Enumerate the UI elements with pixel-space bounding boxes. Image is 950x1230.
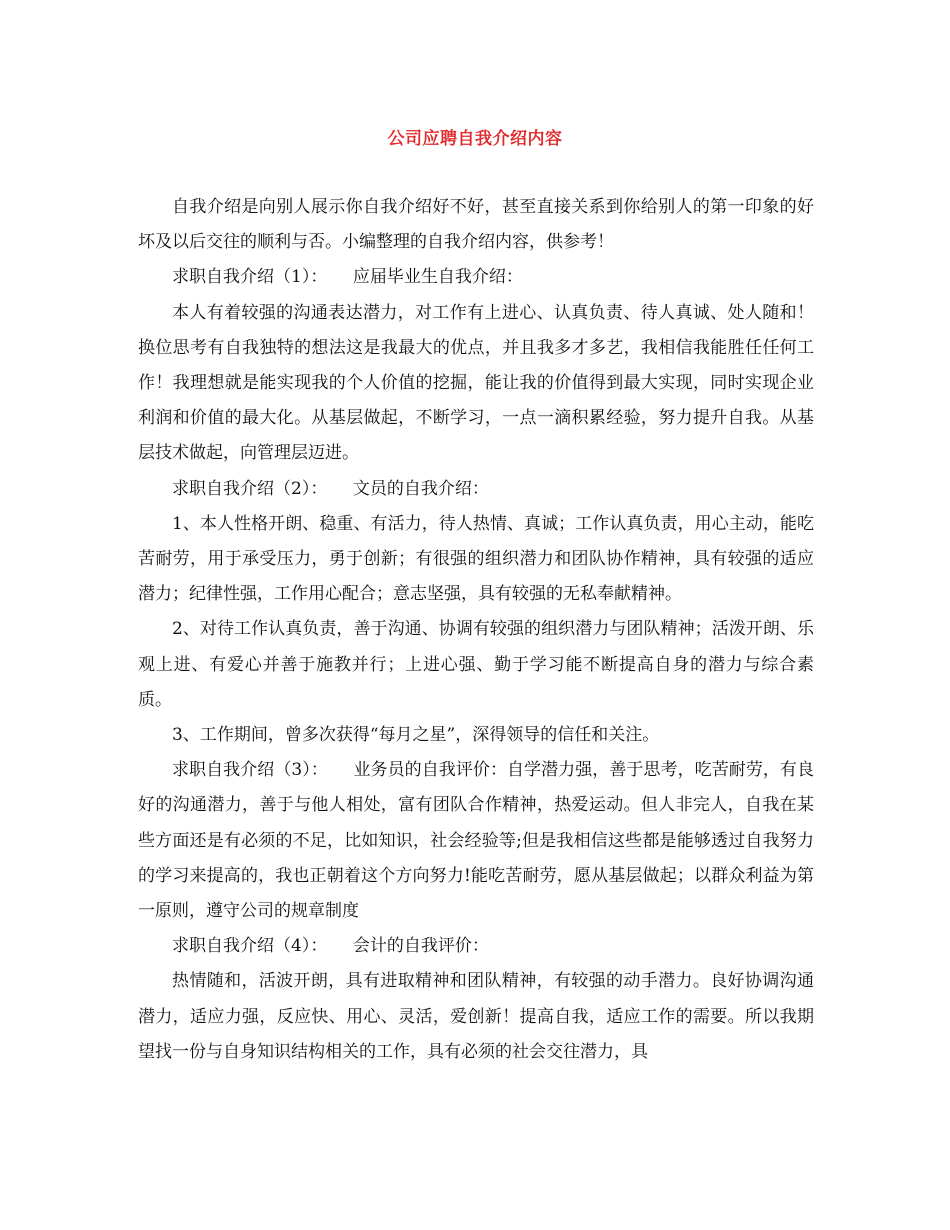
document-title: 公司应聘自我介绍内容 [387, 129, 563, 149]
paragraph-heading-1: 求职自我介绍（1）： 应届毕业生自我介绍： [172, 267, 523, 288]
paragraph-heading-2: 求职自我介绍（2）： 文员的自我介绍： [172, 478, 489, 499]
paragraph-1: 本人有着较强的沟通表达潜力，对工作有上进心、认真负责、待人真诚、处人随和！换位思考有自我独特的想法这是我最大的优点，并且我多才多艺，我相信我能胜任任何工作！我理想就是能实现我的个人价值的挖掘，能让我的价值得到最大实现，同时实现企业利润和价值的最大化。从基层做起，不断学习，一点一滴积累经验，努力提升自我。从基层技术做起，向管理层迈进。 [138, 302, 814, 464]
paragraph-heading-4: 求职自我介绍（4）： 会计的自我评价： [172, 936, 489, 957]
document-body [138, 190, 814, 1070]
paragraph-2-item-1: 1、本人性格开朗、稳重、有活力，待人热情、真诚；工作认真负责，用心主动，能吃苦耐劳，用于承受压力，勇于创新；有很强的组织潜力和团队协作精神，具有较强的适应潜力；纪律性强，工作用心配合；意志坚强，具有较强的无私奉献精神。 [138, 513, 814, 605]
paragraph-2-item-2: 2、对待工作认真负责，善于沟通、协调有较强的组织潜力与团队精神；活泼开朗、乐观上进、有爱心并善于施教并行；上进心强、勤于学习能不断提高自身的潜力与综合素质。 [138, 619, 814, 710]
paragraph-3: 求职自我介绍（3）： 业务员的自我评价：自学潜力强，善于思考，吃苦耐劳，有良好的沟通潜力，善于与他人相处，富有团队合作精神，热爱运动。但人非完人，自我在某些方面还是有必须的不足，比如知识，社会经验等;但是我相信这些都是能够透过自我努力的学习来提高的，我也正朝着这个方向努力!能吃苦耐劳，愿从基层做起；以群众利益为第一原则，遵守公司的规章制度 [138, 760, 814, 922]
paragraph-4: 热情随和，活波开朗，具有进取精神和团队精神，有较强的动手潜力。良好协调沟通潜力，适应力强，反应快、用心、灵活，爱创新！提高自我，适应工作的需要。所以我期望找一份与自身知识结构相关的工作，具有必须的社会交往潜力，具 [138, 971, 814, 1062]
paragraph-2-item-3: 3、工作期间，曾多次获得“每月之星”，深得领导的信任和关注。 [172, 725, 660, 746]
paragraph-intro: 自我介绍是向别人展示你自我介绍好不好，甚至直接关系到你给别人的第一印象的好坏及以后交往的顺利与否。小编整理的自我介绍内容，供参考！ [138, 197, 814, 253]
